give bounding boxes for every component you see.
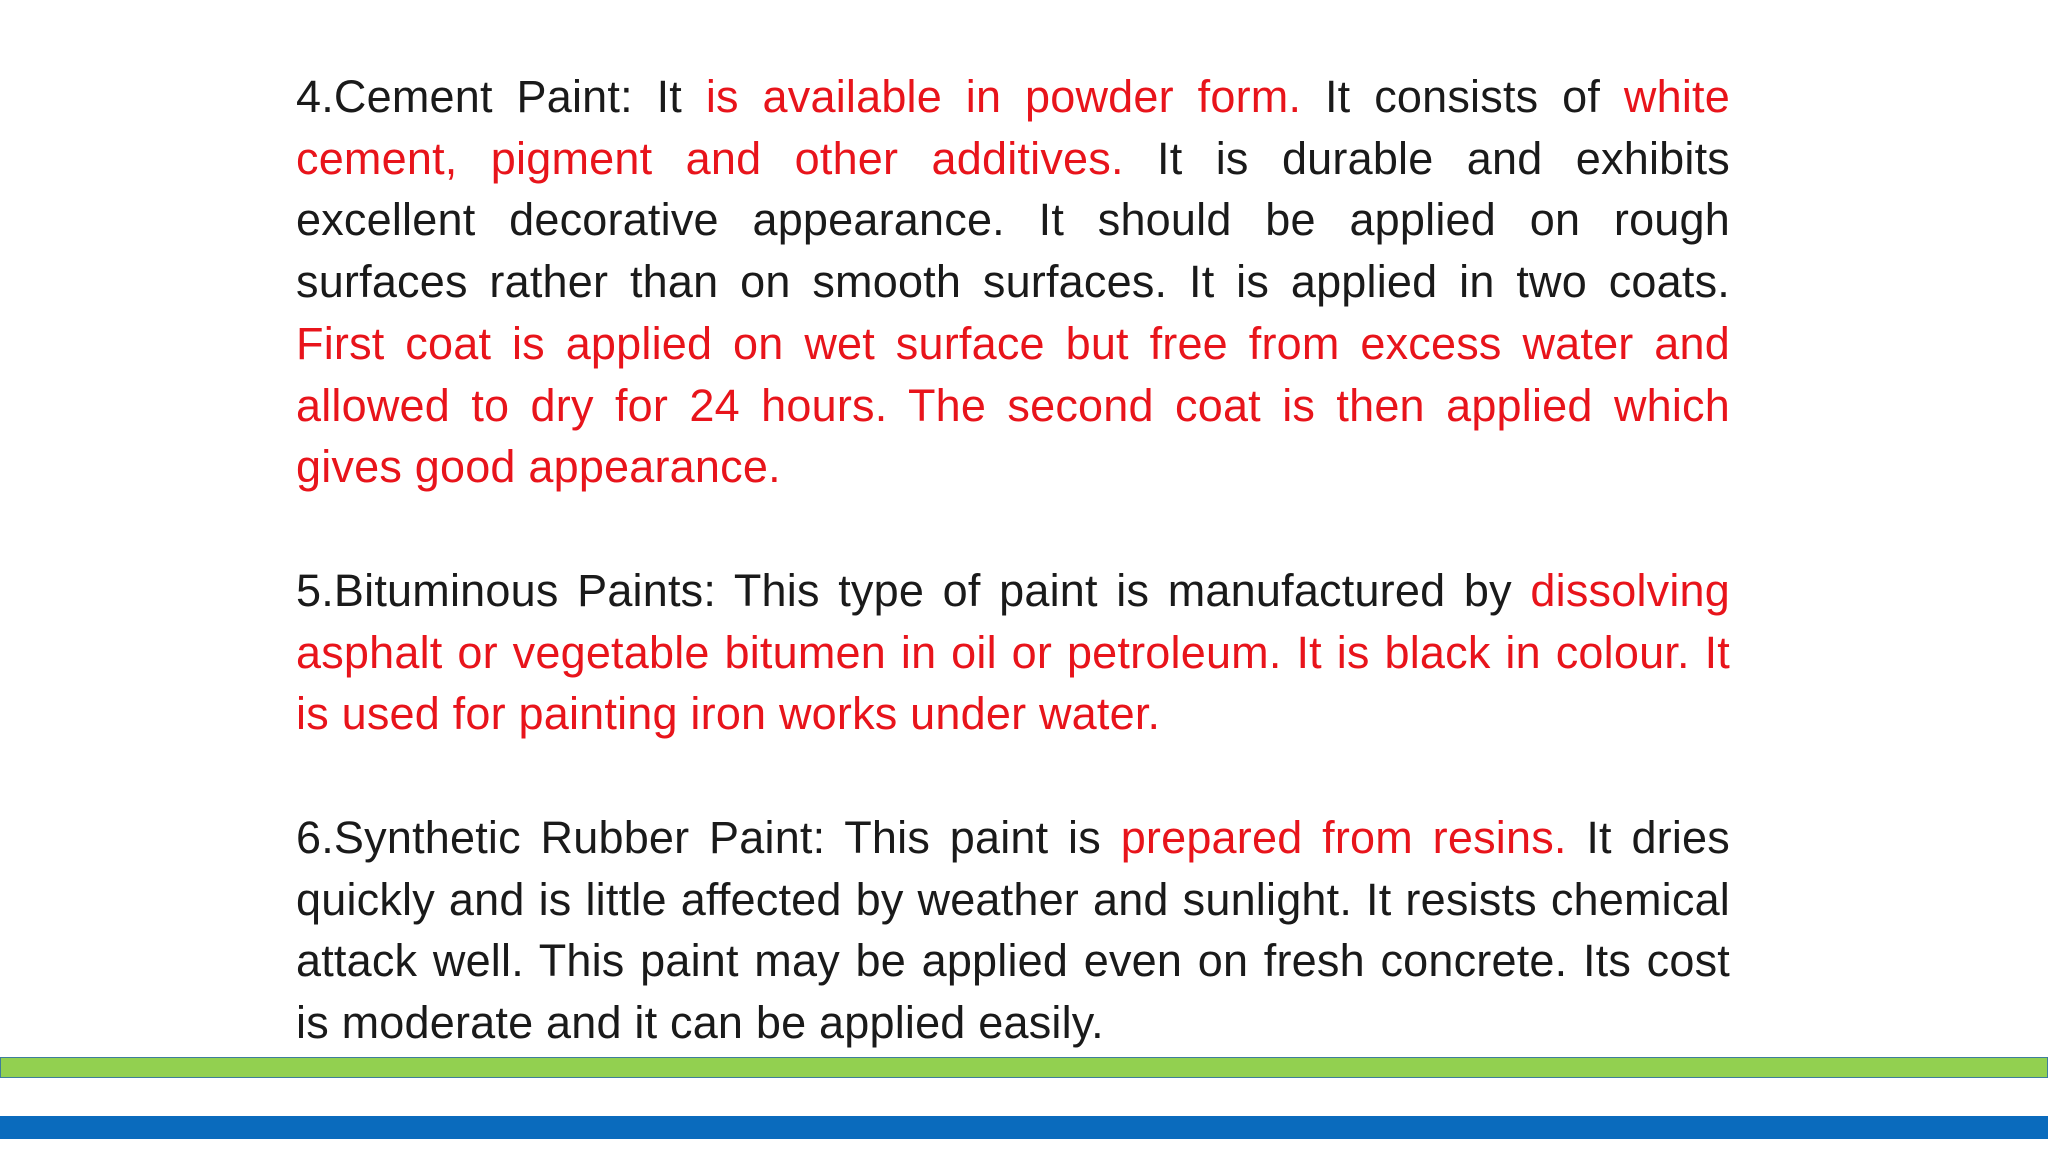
highlighted-text-segment: is available in powder form. [705,71,1302,122]
text-segment: 4.Cement Paint: It [296,71,706,122]
highlighted-text-segment: white cement, pigment and other additives. [296,71,1730,184]
slide-content [296,66,1730,1054]
highlighted-text-segment: dissolving asphalt or vegetable bitumen in oil or petroleum. It is black in colour. It is used for painting iron works under water. [296,564,1730,740]
highlighted-text-segment: prepared from resins. [1120,812,1567,864]
footer-green-bar [0,1057,2048,1078]
highlighted-text-segment: First coat is applied on wet surface but free from excess water and allowed to dry for 24 hours. The second coat is then applied which gives good appearance. [296,317,1730,493]
text-segment: 5.Bituminous Paints: This type of paint is manufactured by [296,564,1531,616]
paragraph-cement-paint [296,66,1730,498]
paragraph-synthetic-rubber-paint [296,807,1730,1054]
footer-blue-bar [0,1116,2048,1139]
text-segment: It is durable and exhibits excellent decorative appearance. It should be applied on rough surfaces rather than on smooth surfaces. It is applied in two coats. [296,132,1730,308]
text-segment: It consists of [1301,71,1624,122]
text-segment: It dries quickly and is little affected by weather and sunlight. It resists chemical attack well. This paint may be applied even on fresh concrete. Its cost is moderate and it can be applied easily. [296,812,1730,1049]
paragraph-bituminous-paints [296,560,1730,745]
text-segment: 6.Synthetic Rubber Paint: This paint is [296,812,1121,864]
